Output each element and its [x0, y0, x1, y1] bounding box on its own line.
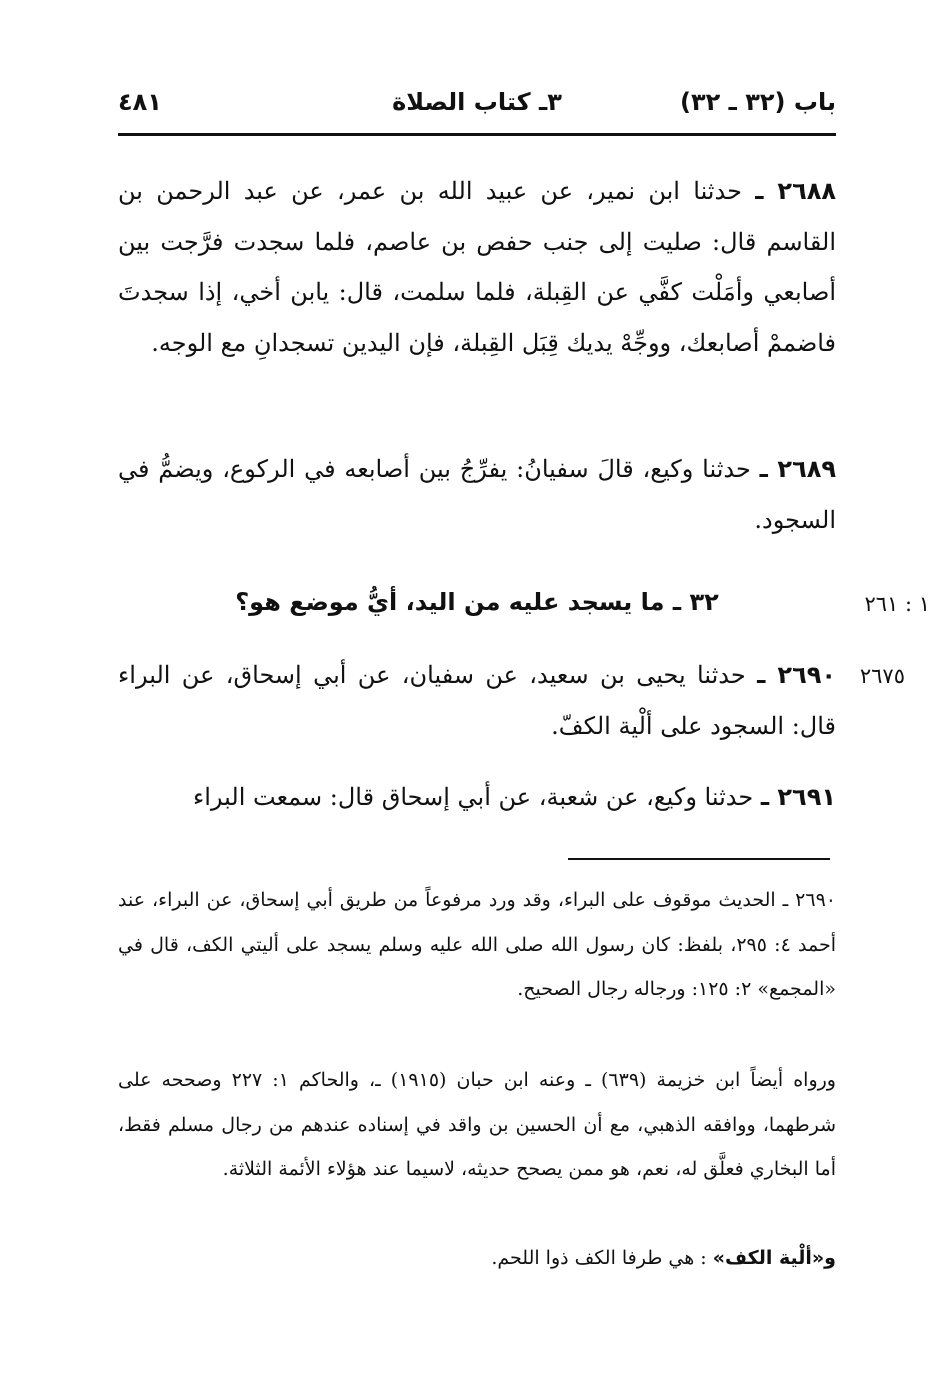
chapter-heading: ٣٢ ـ ما يسجد عليه من اليد، أيُّ موضع هو؟	[235, 588, 719, 616]
hadith-text: حدثنا وكيع، عن شعبة، عن أبي إسحاق قال: سمعت البراء	[192, 783, 761, 811]
hadith-2691	[118, 772, 836, 823]
page-number: ٤٨١	[118, 88, 162, 116]
hadith-text: حدثنا يحيى بن سعيد، عن سفيان، عن أبي إسحاق، عن البراء قال: السجود على ألْية الكفّ.	[118, 661, 836, 740]
running-header	[118, 82, 836, 122]
hadith-2688	[118, 166, 836, 368]
margin-reference: ١ : ٢٦١	[864, 592, 930, 616]
hadith-text: حدثنا وكيع، قالَ سفيانُ: يفرِّجُ بين أصابعه في الركوع، ويضمُّ في السجود.	[118, 455, 836, 534]
hadith-number: ٢٦٩١ ـ	[760, 783, 836, 811]
hadith-number: ٢٦٩٠ ـ	[757, 661, 837, 689]
footnote-3	[118, 1236, 836, 1281]
hadith-number: ٢٦٨٩ ـ	[759, 455, 837, 483]
header-rule	[118, 133, 836, 136]
footnote-2: ورواه أيضاً ابن خزيمة (٦٣٩) ـ وعنه ابن حبان (١٩١٥) ـ، والحاكم ١: ٢٢٧ وصححه على شرطهما، ووافقه الذهبي، مع أن الحسين بن واقد في إسناده عندهم من رجال مسلم فقط، أما البخاري فعلَّق له، نعم، هو ممن يصحح حديثه، لاسيما عند هؤلاء الأئمة الثلاثة.	[118, 1069, 836, 1180]
header-section: باب (٣٢ ـ ٣٢)	[680, 88, 836, 116]
hadith-number: ٢٦٨٨ ـ	[755, 177, 837, 205]
hadith-2689	[118, 444, 836, 545]
footnote-separator	[568, 858, 830, 860]
footnote-term: و«ألْية الكف»	[712, 1247, 836, 1269]
footnote-definition: : هي طرفا الكف ذوا اللحم.	[491, 1247, 707, 1269]
header-book-title: ٣ـ كتاب الصلاة	[392, 88, 562, 116]
hadith-2690	[118, 650, 836, 751]
footnote-1: ٢٦٩٠ ـ الحديث موقوف على البراء، وقد ورد مرفوعاً من طريق أبي إسحاق، عن البراء، عند أحمد ٤: ٢٩٥، بلفظ: كان رسول الله صلى الله عليه وسلم يسجد على أليتي الكف، قال في «المجمع» ٢: ١٢٥: ورجاله رجال الصحيح.	[118, 889, 836, 1000]
margin-reference: ٢٦٧٥	[859, 664, 905, 688]
hadith-text: حدثنا ابن نمير، عن عبيد الله بن عمر، عن عبد الرحمن بن القاسم قال: صليت إلى جنب حفص بن عاصم، فلما سجدت فرَّجت بين أصابعي وأمَلْت كفَّي عن القِبلة، فلما سلمت، قال: يابن أخي، إذا سجدتَ فاضممْ أصابعك، ووجِّهْ يديك قِبَل القِبلة، فإن اليدين تسجدانِ مع الوجه.	[118, 177, 836, 357]
